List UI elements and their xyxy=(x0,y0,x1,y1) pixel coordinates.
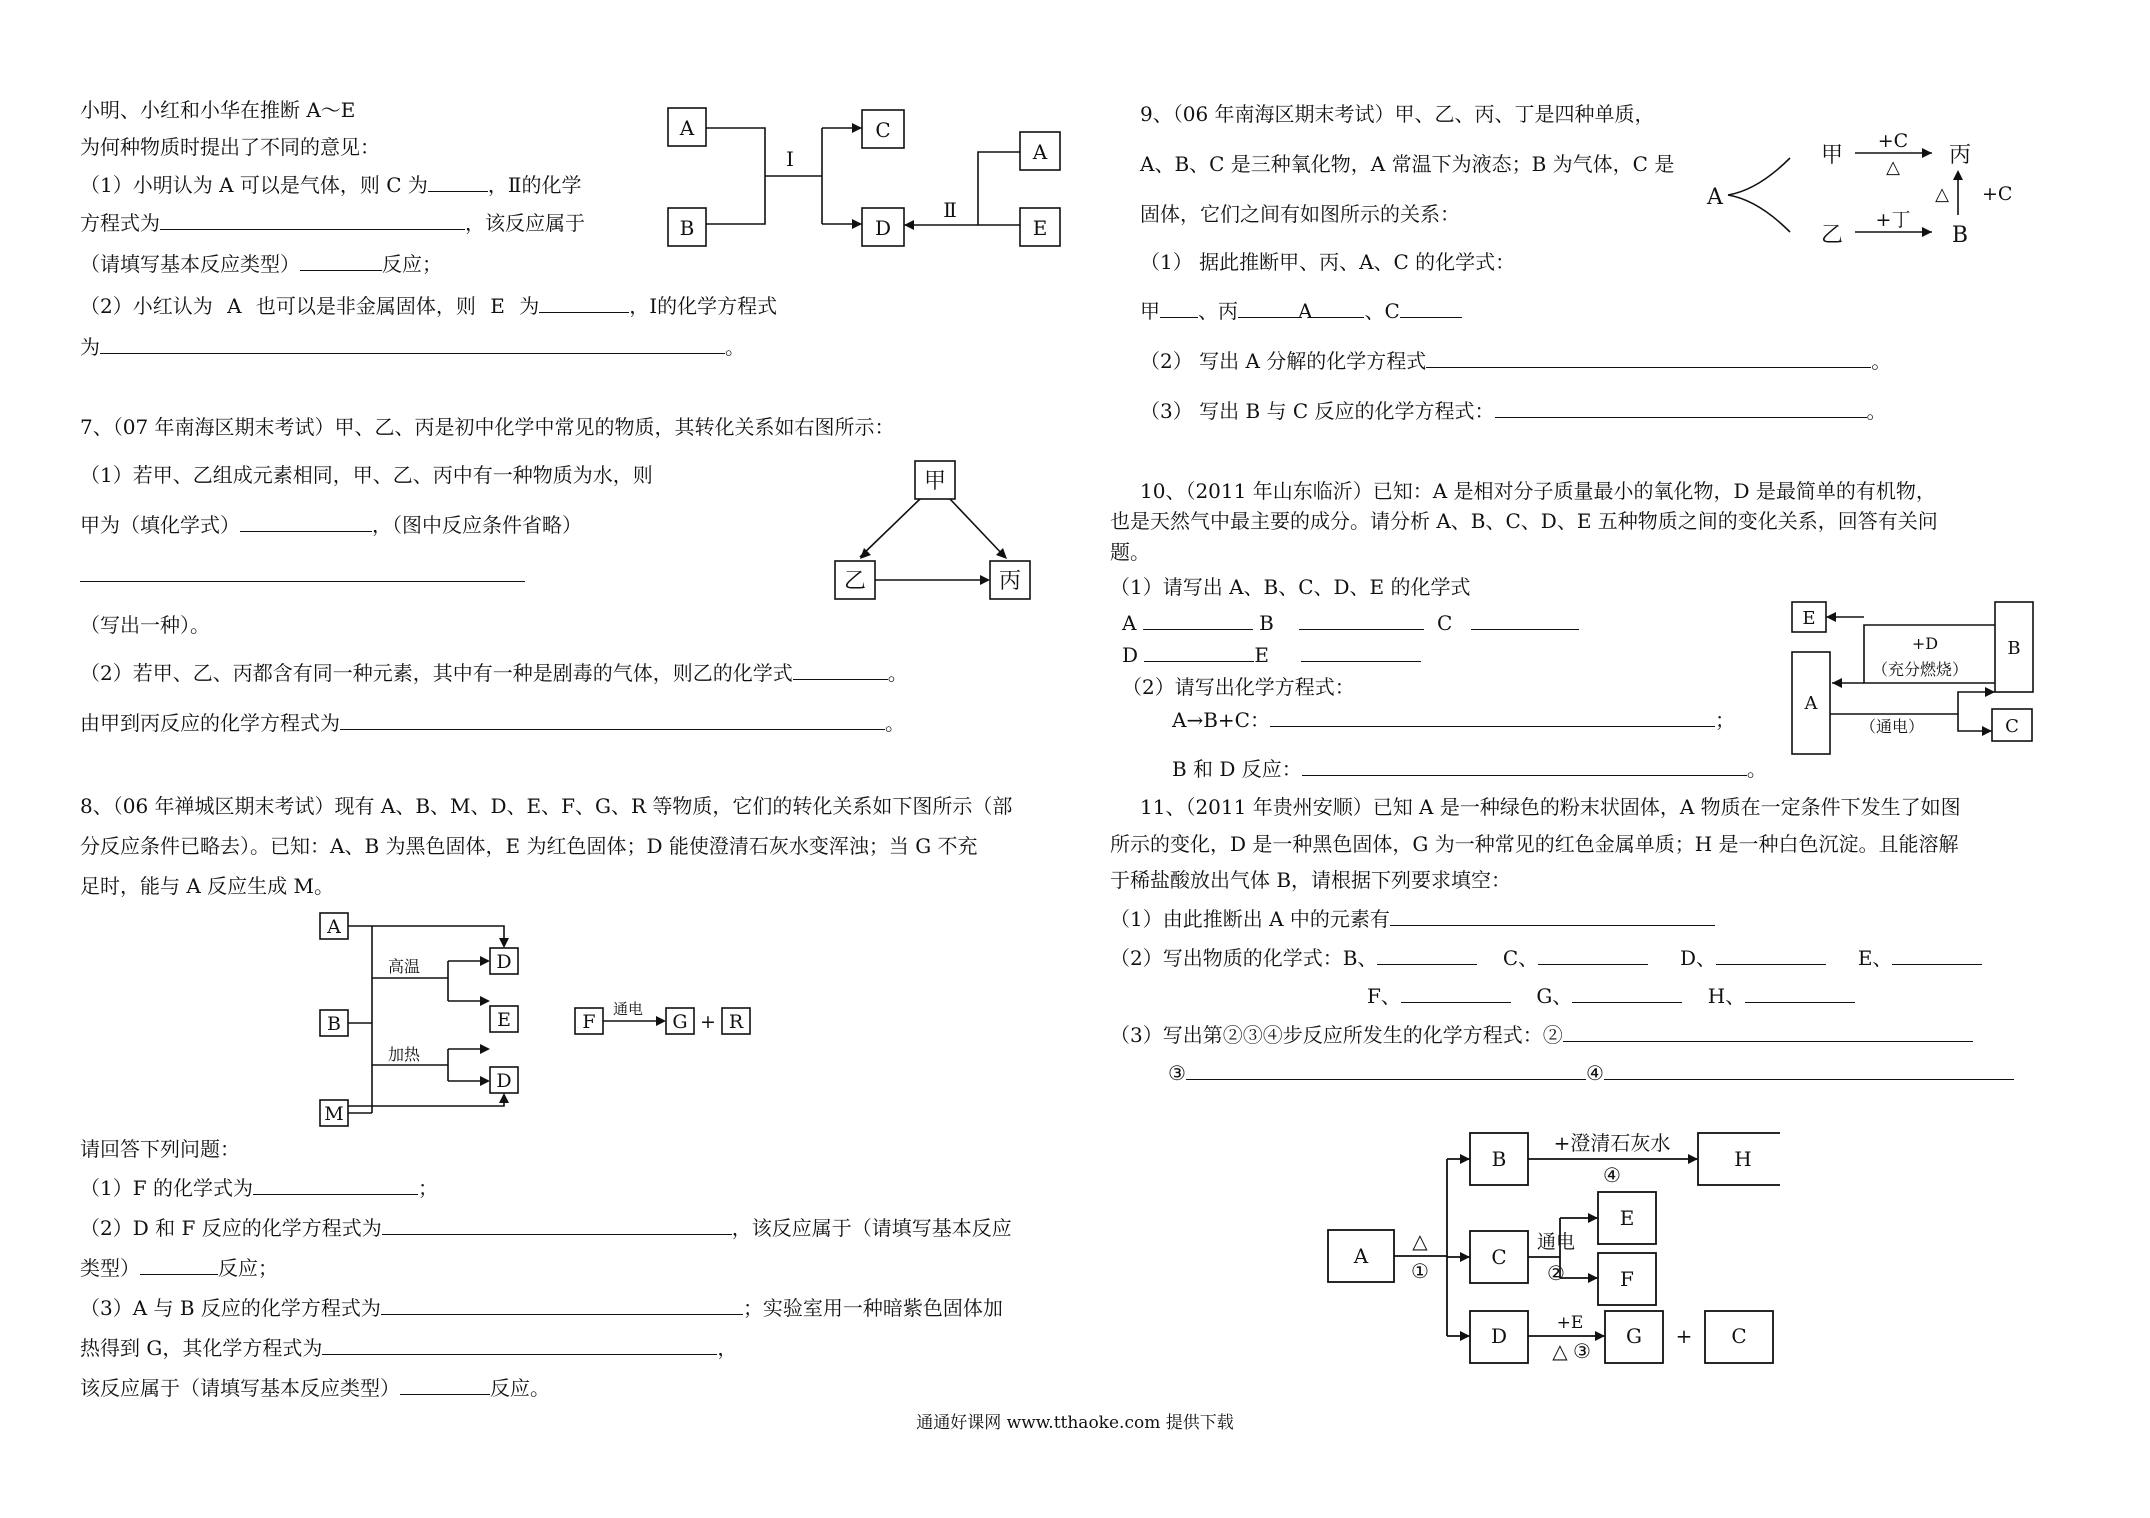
answer-blank[interactable] xyxy=(100,333,725,354)
node-bing: 丙 xyxy=(998,569,1022,594)
q6-diagram xyxy=(650,100,1090,260)
answer-blank[interactable] xyxy=(1401,982,1511,1003)
q11-line8: ③ ④ xyxy=(1168,1059,2014,1087)
node-D: D xyxy=(874,216,892,240)
node-H: H xyxy=(1734,1147,1752,1171)
q7-line6: （2）若甲、乙、丙都含有同一种元素，其中有一种是剧毒的气体，则乙的化学式 。 xyxy=(80,661,908,685)
q7-line3: 甲为（填化学式） ，（图中反应条件省略） xyxy=(80,513,582,537)
answer-blank[interactable] xyxy=(1538,944,1648,965)
answer-blank[interactable] xyxy=(240,511,372,532)
q10-diagram xyxy=(1780,590,2040,760)
q7-line5: （写出一种）。 xyxy=(80,613,210,637)
answer-blank[interactable] xyxy=(793,659,888,680)
label-tongdian: （通电） xyxy=(1859,717,1925,736)
label-delta: △ xyxy=(1886,157,1900,178)
label-I: Ⅰ xyxy=(786,147,794,171)
q7-line7: 由甲到丙反应的化学方程式为 。 xyxy=(80,711,905,735)
answer-blank[interactable] xyxy=(1892,944,1982,965)
q11-line4: （1）由此推断出 A 中的元素有 xyxy=(1110,905,1715,933)
answer-blank[interactable] xyxy=(300,250,382,271)
q11-line3: 于稀盐酸放出气体 B，请根据下列要求填空： xyxy=(1110,868,1512,892)
label-tongdian: 通电 xyxy=(612,1000,644,1018)
node-jia: 甲 xyxy=(1820,143,1844,168)
node-E: E xyxy=(1032,216,1048,240)
node-C: C xyxy=(875,118,891,142)
answer-blank[interactable] xyxy=(80,561,525,582)
label-tongdian: 通电 xyxy=(1536,1231,1576,1253)
node-E: E xyxy=(1619,1206,1635,1230)
node-A: A xyxy=(1353,1244,1369,1268)
label-II: Ⅱ xyxy=(943,198,957,222)
answer-blank[interactable] xyxy=(1302,755,1747,776)
answer-blank[interactable] xyxy=(1238,297,1298,318)
q8-line1: 8、（06 年禅城区期末考试）现有 A、B、M、D、E、F、G、R 等物质，它们的转化关系如下图所示（部 xyxy=(80,794,1013,818)
node-C: C xyxy=(2005,716,2019,737)
q8-line2: 分反应条件已略去）。已知：A、B 为黑色固体，E 为红色固体；D 能使澄清石灰水变浑浊；当 G 不充 xyxy=(80,834,978,858)
q7-diagram xyxy=(830,455,1040,615)
answer-blank[interactable] xyxy=(1400,297,1462,318)
label-gaowen: 高温 xyxy=(387,957,421,976)
node-B: B xyxy=(1491,1147,1507,1171)
node-C2: C xyxy=(1731,1324,1747,1348)
q11-line7: （3）写出第②③④步反应所发生的化学方程式：② xyxy=(1110,1021,1973,1049)
node-B: B xyxy=(679,216,695,240)
answer-blank[interactable] xyxy=(160,209,465,230)
node-E: E xyxy=(1802,608,1816,629)
label-plusC-2: +C xyxy=(1982,183,2013,205)
q11-line2: 所示的变化，D 是一种黑色固体，G 为一种常见的红色金属单质；H 是一种白色沉淀。且能溶解 xyxy=(1110,832,1959,856)
q11-line6: F、 G、 H、 xyxy=(1367,982,1855,1010)
node-G: G xyxy=(672,1011,688,1033)
q6-line3: （1）小明认为 A 可以是气体，则 C 为 ，Ⅱ的化学 xyxy=(80,173,582,197)
answer-blank[interactable] xyxy=(140,1254,218,1275)
q10-line6: D E xyxy=(1122,641,1421,669)
answer-blank[interactable] xyxy=(340,709,885,730)
node-G: G xyxy=(1626,1324,1642,1348)
answer-blank[interactable] xyxy=(1390,905,1715,926)
q9-diagram xyxy=(1700,120,2040,255)
q11-diagram xyxy=(1320,1120,1780,1370)
node-M: M xyxy=(324,1103,344,1125)
q8-line10: 该反应属于（请填写基本反应类型） 反应。 xyxy=(80,1376,550,1400)
label-delta: △ xyxy=(1412,1229,1428,1253)
answer-blank[interactable] xyxy=(1745,982,1855,1003)
q8-line9: 热得到 G，其化学方程式为 ， xyxy=(80,1336,738,1360)
q6-line5: （请填写基本反应类型） 反应； xyxy=(80,252,442,276)
node-R: R xyxy=(728,1011,744,1033)
plus-sign: + xyxy=(1675,1324,1693,1348)
label-lime-water: +澄清石灰水 xyxy=(1553,1131,1671,1155)
step-1: ① xyxy=(1411,1259,1429,1283)
node-F: F xyxy=(582,1011,596,1033)
answer-blank[interactable] xyxy=(1572,982,1682,1003)
plus-sign: + xyxy=(700,1011,716,1033)
label-chongfenranshao: （充分燃烧） xyxy=(1871,660,1969,679)
answer-blank[interactable] xyxy=(322,1334,717,1355)
step-4: ④ xyxy=(1603,1163,1621,1187)
answer-blank[interactable] xyxy=(1604,1059,2014,1080)
answer-blank[interactable] xyxy=(1563,1021,1973,1042)
answer-blank[interactable] xyxy=(400,1374,490,1395)
answer-blank[interactable] xyxy=(1299,609,1424,630)
q7-line2: （1）若甲、乙组成元素相同，甲、乙、丙中有一种物质为水，则 xyxy=(80,463,653,487)
q6-line7: 为 。 xyxy=(80,335,745,359)
label-delta-2: △ xyxy=(1935,184,1949,205)
q8-diagram xyxy=(310,905,770,1130)
q11-line5: （2）写出物质的化学式：B、 C、 D、 E、 xyxy=(1110,944,1982,972)
q9-line4: （1） 据此推断甲、丙、A、C 的化学式： xyxy=(1140,250,1516,274)
label-plusD: +D xyxy=(1911,634,1939,653)
node-A: A xyxy=(327,916,341,938)
answer-blank[interactable] xyxy=(1716,944,1826,965)
label-jiare: 加热 xyxy=(387,1045,421,1064)
label-plusDing: +丁 xyxy=(1875,209,1911,231)
node-E: E xyxy=(497,1009,511,1031)
label-plusE: +E xyxy=(1556,1313,1584,1333)
node-B: B xyxy=(1951,223,1969,248)
node-A: A xyxy=(1804,693,1818,714)
node-A: A xyxy=(679,116,695,140)
label-plusC: +C xyxy=(1877,130,1909,152)
q6-line2: 为何种物质时提出了不同的意见： xyxy=(80,135,380,159)
q8-line7: 类型） 反应； xyxy=(80,1256,278,1280)
node-jia: 甲 xyxy=(923,469,947,494)
node-A: A xyxy=(1707,185,1723,210)
answer-blank[interactable] xyxy=(253,1174,418,1195)
q9-line7: （3） 写出 B 与 C 反应的化学方程式： 。 xyxy=(1140,399,1887,423)
node-A2: A xyxy=(1032,140,1048,164)
answer-blank[interactable] xyxy=(1377,944,1477,965)
q9-line3: 固体，它们之间有如图所示的关系： xyxy=(1140,202,1460,226)
q10-line9: B 和 D 反应： 。 xyxy=(1172,757,1767,781)
q10-line1: 10、（2011 年山东临沂）已知：A 是相对分子质量最小的氧化物，D 是最简单的有机物， xyxy=(1140,479,1936,503)
answer-blank[interactable] xyxy=(1160,297,1198,318)
node-D1: D xyxy=(496,951,512,973)
node-D2: D xyxy=(496,1070,512,1092)
answer-blank[interactable] xyxy=(1495,397,1867,418)
answer-blank[interactable] xyxy=(382,1214,732,1235)
q10-line3: 题。 xyxy=(1110,540,1150,564)
footer-source: 通通好课网 www.tthaoke.com 提供下载 xyxy=(916,1413,1234,1433)
q8-line6: （2）D 和 F 反应的化学方程式为 ，该反应属于（请填写基本反应 xyxy=(80,1216,1012,1240)
node-C: C xyxy=(1491,1245,1507,1269)
node-yi: 乙 xyxy=(1820,223,1844,248)
node-D: D xyxy=(1490,1324,1508,1348)
answer-blank[interactable] xyxy=(1143,609,1253,630)
q8-line3: 足时，能与 A 反应生成 M。 xyxy=(80,874,334,898)
answer-blank[interactable] xyxy=(1301,641,1421,662)
q10-line7: （2）请写出化学方程式： xyxy=(1122,675,1355,699)
q8-line8: （3）A 与 B 反应的化学方程式为 ；实验室用一种暗紫色固体加 xyxy=(80,1296,1003,1320)
answer-blank[interactable] xyxy=(1186,1059,1586,1080)
q10-line2: 也是天然气中最主要的成分。请分析 A、B、C、D、E 五种物质之间的变化关系，回答有关问 xyxy=(1110,509,1938,533)
q10-line4: （1）请写出 A、B、C、D、E 的化学式 xyxy=(1110,575,1471,599)
answer-blank[interactable] xyxy=(1471,609,1579,630)
q9-line5: 甲 、丙 A 、C xyxy=(1140,297,1462,325)
q11-line1: 11、（2011 年贵州安顺）已知 A 是一种绿色的粉末状固体，A 物质在一定条件下发生了如图 xyxy=(1140,795,1961,819)
node-B: B xyxy=(327,1013,341,1035)
q9-line2: A、B、C 是三种氧化物，A 常温下为液态；B 为气体，C 是 xyxy=(1140,152,1675,176)
q10-line8: A→B+C： ； xyxy=(1172,708,1735,732)
q8-line4: 请回答下列问题： xyxy=(80,1137,240,1161)
q7-line4 xyxy=(80,561,525,589)
node-F: F xyxy=(1620,1267,1634,1291)
label-delta-2: △ xyxy=(1552,1339,1568,1363)
node-bing: 丙 xyxy=(1948,143,1972,168)
q8-line5: （1）F 的化学式为 ； xyxy=(80,1176,438,1200)
answer-blank[interactable] xyxy=(1312,297,1364,318)
step-2: ② xyxy=(1547,1261,1565,1285)
step-3: ③ xyxy=(1573,1339,1591,1363)
q9-line1: 9、（06 年南海区期末考试）甲、乙、丙、丁是四种单质， xyxy=(1140,102,1655,126)
answer-blank[interactable] xyxy=(539,292,629,313)
answer-blank[interactable] xyxy=(428,171,488,192)
q9-line6: （2） 写出 A 分解的化学方程式 。 xyxy=(1140,349,1892,373)
answer-blank[interactable] xyxy=(381,1294,743,1315)
node-yi: 乙 xyxy=(843,569,867,594)
node-B: B xyxy=(2007,638,2021,659)
q6-line6: （2）小红认为 A 也可以是非金属固体，则 E 为 ，Ⅰ的化学方程式 xyxy=(80,294,778,318)
q10-line5: A B C xyxy=(1122,609,1579,637)
answer-blank[interactable] xyxy=(1144,641,1254,662)
q6-line1: 小明、小红和小华在推断 A～E xyxy=(80,98,356,122)
answer-blank[interactable] xyxy=(1270,706,1715,727)
q7-line1: 7、（07 年南海区期末考试）甲、乙、丙是初中化学中常见的物质，其转化关系如右图所示： xyxy=(80,415,895,439)
q6-line4: 方程式为 ，该反应属于 xyxy=(80,211,585,235)
answer-blank[interactable] xyxy=(1426,347,1871,368)
